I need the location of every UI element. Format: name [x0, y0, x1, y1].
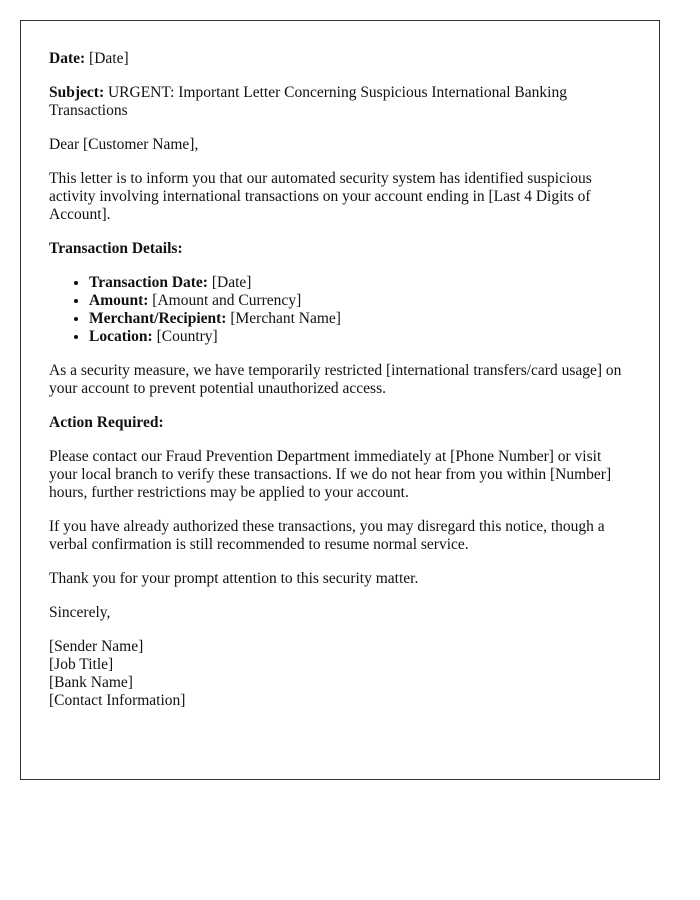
- signature-block: [49, 638, 631, 710]
- date-value: [Date]: [89, 50, 129, 67]
- transaction-details-list: [49, 274, 631, 346]
- closing: Sincerely,: [49, 604, 111, 621]
- merchant-value: [Merchant Name]: [230, 310, 341, 327]
- subject-line: [49, 84, 631, 120]
- subject-value: URGENT: Important Letter Concerning Suspicious International Banking Transactions: [49, 84, 567, 119]
- disregard-paragraph: If you have already authorized these transactions, you may disregard this notice, though a verbal confirmation is still recommended to resume normal service.: [49, 518, 605, 553]
- amount-label: Amount:: [89, 292, 149, 309]
- location-value: [Country]: [156, 328, 218, 345]
- sender-name: [Sender Name]: [49, 638, 144, 655]
- amount-value: [Amount and Currency]: [152, 292, 302, 309]
- letter-container: [20, 20, 660, 780]
- security-paragraph: As a security measure, we have temporarily restricted [international transfers/card usage] on your account to prevent potential unauthorized access.: [49, 362, 622, 397]
- action-required-paragraph: Please contact our Fraud Prevention Department immediately at [Phone Number] or visit your local branch to verify these transactions. If we do not hear from you within [Number] hours, further restrictions may be applied to your account.: [49, 448, 612, 501]
- transaction-date-label: Transaction Date:: [89, 274, 208, 291]
- intro-paragraph: This letter is to inform you that our automated security system has identified suspicious activity involving international transactions on your account ending in [Last 4 Digits of Account].: [49, 170, 592, 223]
- bank-name: [Bank Name]: [49, 674, 133, 691]
- transaction-detail-item-amount: [89, 292, 631, 310]
- salutation: Dear [Customer Name],: [49, 136, 199, 153]
- transaction-date-value: [Date]: [211, 274, 252, 291]
- merchant-label: Merchant/Recipient:: [89, 310, 227, 327]
- date-label: Date:: [49, 50, 86, 67]
- location-label: Location:: [89, 328, 153, 345]
- date-line: [49, 50, 631, 68]
- transaction-detail-item-merchant: [89, 310, 631, 328]
- subject-label: Subject:: [49, 84, 105, 101]
- transaction-detail-item-date: [89, 274, 631, 292]
- thanks-paragraph: Thank you for your prompt attention to this security matter.: [49, 570, 419, 587]
- transaction-details-heading: Transaction Details:: [49, 240, 183, 257]
- action-required-heading: Action Required:: [49, 414, 164, 431]
- contact-information: [Contact Information]: [49, 692, 186, 709]
- transaction-detail-item-location: [89, 328, 631, 346]
- job-title: [Job Title]: [49, 656, 114, 673]
